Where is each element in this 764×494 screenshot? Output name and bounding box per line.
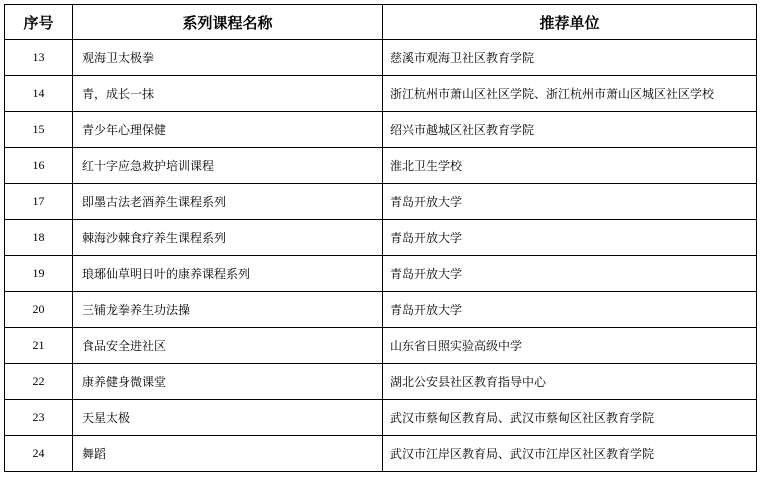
course-name: 棘海沙棘食疗养生课程系列 — [73, 220, 383, 256]
course-name: 即墨古法老酒养生课程系列 — [73, 184, 383, 220]
header-no: 序号 — [5, 5, 73, 40]
course-name: 天星太极 — [73, 400, 383, 436]
recommending-unit: 武汉市江岸区教育局、武汉市江岸区社区教育学院 — [383, 436, 757, 472]
recommending-unit: 青岛开放大学 — [383, 220, 757, 256]
table-row — [5, 76, 757, 112]
header-course-name: 系列课程名称 — [73, 5, 383, 40]
recommending-unit: 青岛开放大学 — [383, 184, 757, 220]
table-row — [5, 400, 757, 436]
header-recommending-unit: 推荐单位 — [383, 5, 757, 40]
recommending-unit: 淮北卫生学校 — [383, 148, 757, 184]
recommending-unit: 青岛开放大学 — [383, 256, 757, 292]
course-table — [4, 4, 757, 472]
table-row — [5, 328, 757, 364]
course-name: 红十字应急救护培训课程 — [73, 148, 383, 184]
recommending-unit: 慈溪市观海卫社区教育学院 — [383, 40, 757, 76]
row-number: 14 — [5, 76, 73, 112]
course-name: 琅琊仙草明日叶的康养课程系列 — [73, 256, 383, 292]
table-row — [5, 436, 757, 472]
course-name: 青少年心理保健 — [73, 112, 383, 148]
row-number: 24 — [5, 436, 73, 472]
recommending-unit: 浙江杭州市萧山区社区学院、浙江杭州市萧山区城区社区学校 — [383, 76, 757, 112]
course-name: 观海卫太极拳 — [73, 40, 383, 76]
course-name: 三铺龙拳养生功法操 — [73, 292, 383, 328]
table-row — [5, 364, 757, 400]
row-number: 16 — [5, 148, 73, 184]
course-table-container — [4, 4, 756, 472]
course-name: 康养健身微课堂 — [73, 364, 383, 400]
recommending-unit: 湖北公安县社区教育指导中心 — [383, 364, 757, 400]
header-row — [5, 5, 757, 40]
table-row — [5, 256, 757, 292]
row-number: 15 — [5, 112, 73, 148]
row-number: 20 — [5, 292, 73, 328]
row-number: 18 — [5, 220, 73, 256]
table-row — [5, 148, 757, 184]
row-number: 17 — [5, 184, 73, 220]
table-row — [5, 220, 757, 256]
table-row — [5, 40, 757, 76]
course-name: 舞蹈 — [73, 436, 383, 472]
row-number: 19 — [5, 256, 73, 292]
recommending-unit: 武汉市蔡甸区教育局、武汉市蔡甸区社区教育学院 — [383, 400, 757, 436]
recommending-unit: 山东省日照实验高级中学 — [383, 328, 757, 364]
table-row — [5, 292, 757, 328]
course-name: 食品安全进社区 — [73, 328, 383, 364]
recommending-unit: 青岛开放大学 — [383, 292, 757, 328]
recommending-unit: 绍兴市越城区社区教育学院 — [383, 112, 757, 148]
course-name: 青，成长一抹 — [73, 76, 383, 112]
table-row — [5, 184, 757, 220]
row-number: 22 — [5, 364, 73, 400]
table-row — [5, 112, 757, 148]
row-number: 23 — [5, 400, 73, 436]
row-number: 13 — [5, 40, 73, 76]
row-number: 21 — [5, 328, 73, 364]
